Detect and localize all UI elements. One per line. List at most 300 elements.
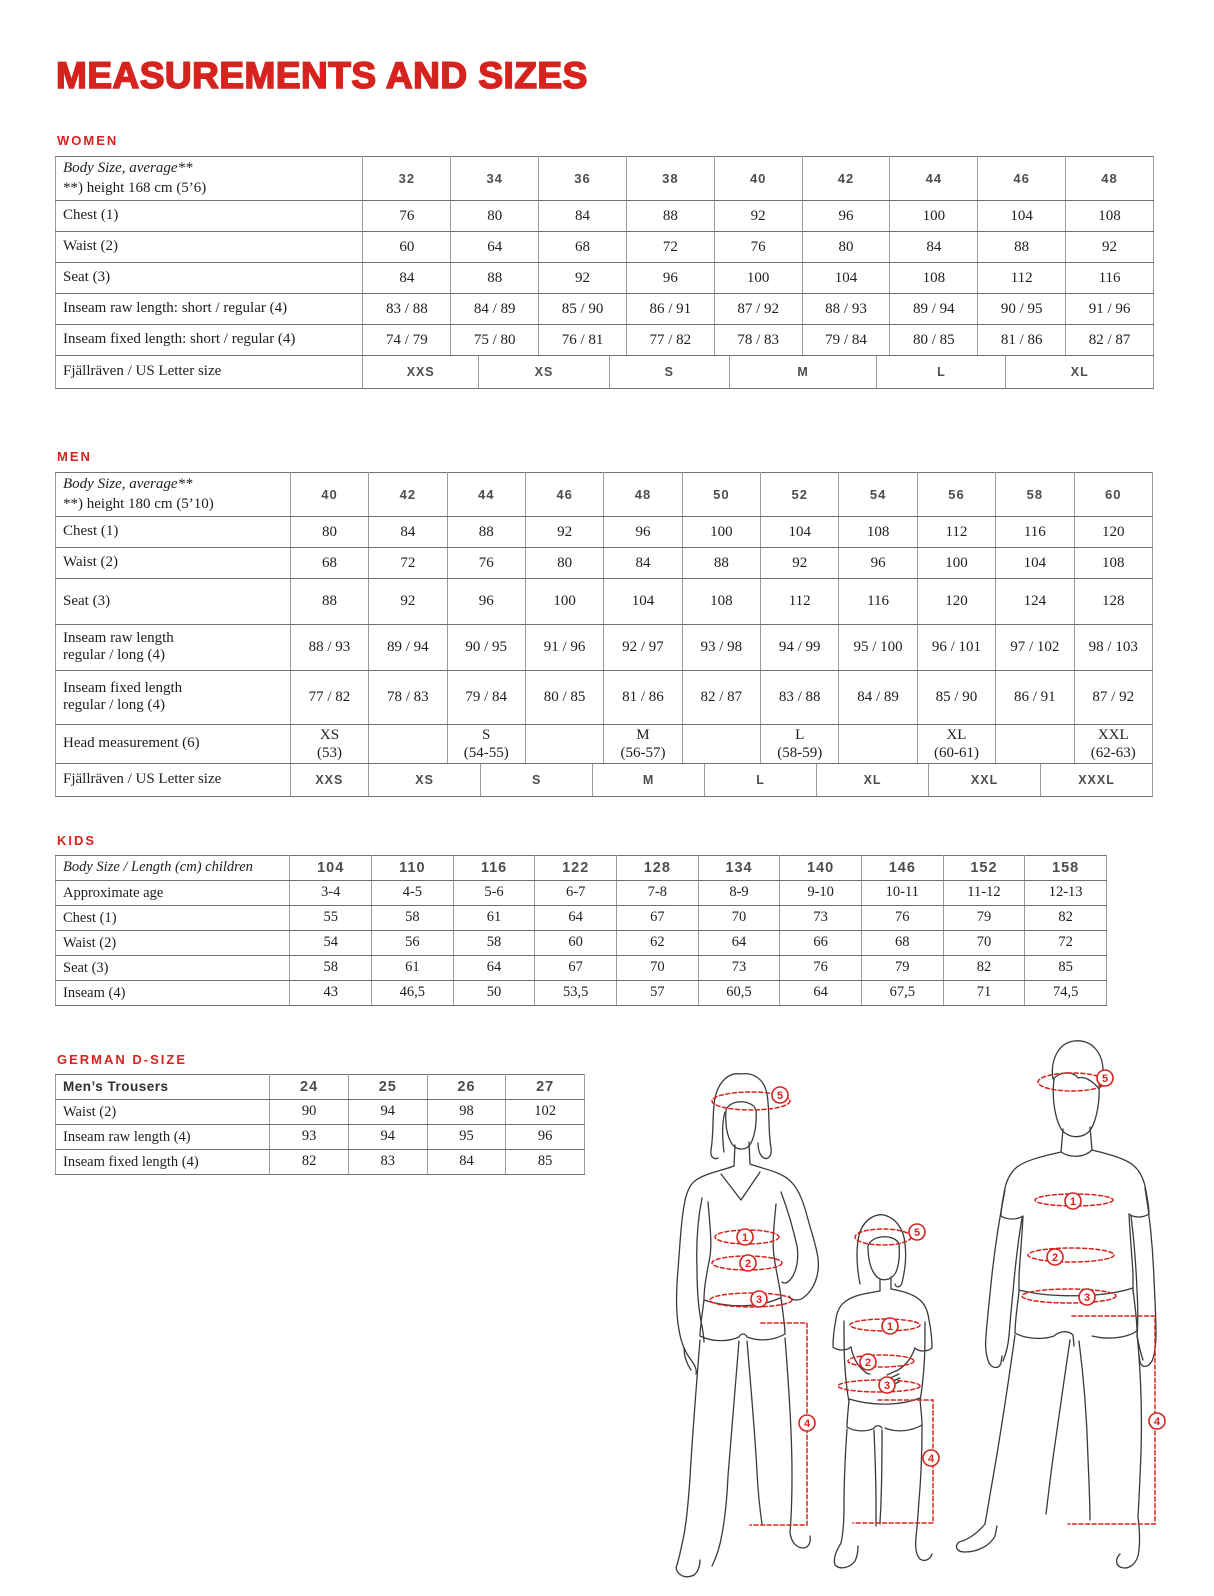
value-cell: 77 / 82 [626, 324, 714, 355]
child-waist-measure-line [848, 1355, 914, 1367]
value-cell: 95 / 100 [839, 624, 917, 670]
value-cell: 96 [626, 262, 714, 293]
value-cell: 83 / 88 [761, 670, 839, 724]
letter-size-cell: XS [479, 356, 610, 388]
row-label: Inseam fixed length (4) [56, 1150, 270, 1175]
letter-size-cell: L [705, 764, 817, 796]
table-row [56, 547, 1153, 578]
row-label: Waist (2) [56, 931, 290, 956]
size-column-header: 27 [506, 1075, 585, 1100]
men-size-table [55, 472, 1153, 797]
value-cell: 72 [1025, 931, 1107, 956]
value-cell: 80 / 85 [525, 670, 603, 724]
value-cell: 72 [626, 231, 714, 262]
value-cell [525, 724, 603, 763]
value-cell: 88 [682, 547, 760, 578]
svg-text:3: 3 [1083, 1292, 1091, 1304]
value-cell: 87 / 92 [1074, 670, 1152, 724]
row-label: Inseam fixed length: short / regular (4) [56, 324, 363, 355]
value-cell: 92 [539, 262, 627, 293]
letter-size-cell: L [877, 356, 1006, 388]
value-cell: 89 / 94 [890, 293, 978, 324]
size-column-header: 48 [604, 473, 682, 517]
value-cell: 64 [698, 931, 780, 956]
value-cell: 64 [451, 231, 539, 262]
table-row [56, 1100, 585, 1125]
women-size-table [55, 156, 1154, 389]
letter-size-cell: XXXL [1078, 772, 1115, 787]
size-column-header: 56 [917, 473, 995, 517]
svg-text:5: 5 [776, 1090, 784, 1102]
value-cell: 94 [348, 1100, 427, 1125]
value-cell: 104 [802, 262, 890, 293]
value-cell: 80 [525, 547, 603, 578]
value-cell: 76 [447, 547, 525, 578]
value-cell: 112 [917, 516, 995, 547]
value-cell: 98 [427, 1100, 506, 1125]
value-cell: 82 / 87 [682, 670, 760, 724]
value-cell: 96 [506, 1125, 585, 1150]
value-cell: 70 [698, 906, 780, 931]
letter-size-cell: XL [1070, 364, 1089, 379]
woman-chest-callout [737, 1229, 753, 1245]
man-waist-callout [1047, 1249, 1063, 1265]
letter-size-cell: M [730, 356, 878, 388]
value-cell: 76 [714, 231, 802, 262]
man-inseam-callout [1149, 1413, 1165, 1429]
value-cell: 3-4 [290, 881, 372, 906]
row-label: Inseam (4) [56, 981, 290, 1006]
value-cell: 84 [427, 1150, 506, 1175]
value-cell: 86 / 91 [996, 670, 1074, 724]
value-cell: 100 [682, 516, 760, 547]
size-column-header: 58 [996, 473, 1074, 517]
size-column-header: 24 [270, 1075, 349, 1100]
size-column-header: 128 [617, 856, 699, 881]
size-column-header: 44 [447, 473, 525, 517]
value-cell: 94 / 99 [761, 624, 839, 670]
table-row [56, 200, 1154, 231]
man-chest-callout [1065, 1193, 1081, 1209]
svg-text:2: 2 [864, 1357, 872, 1369]
value-cell: 70 [617, 956, 699, 981]
value-cell: 4-5 [372, 881, 454, 906]
table-row [56, 906, 1107, 931]
value-cell: 88 [451, 262, 539, 293]
table-row [56, 293, 1154, 324]
size-column-header: 40 [714, 157, 802, 201]
value-cell: 91 / 96 [525, 624, 603, 670]
german-d-size-table [55, 1074, 585, 1175]
table-header-label: Body Size, average** **) height 180 cm (5’10) [56, 473, 291, 517]
svg-text:1: 1 [1069, 1196, 1077, 1208]
size-column-header: 140 [780, 856, 862, 881]
value-cell: 86 / 91 [626, 293, 714, 324]
table-row [56, 516, 1153, 547]
value-cell: 94 [348, 1125, 427, 1150]
table-row [56, 231, 1154, 262]
size-column-header: 48 [1066, 157, 1154, 201]
value-cell: 5-6 [453, 881, 535, 906]
value-cell: 100 [714, 262, 802, 293]
value-cell: 78 / 83 [714, 324, 802, 355]
woman-seat-callout [751, 1291, 767, 1307]
value-cell: 100 [917, 547, 995, 578]
svg-text:1: 1 [741, 1232, 749, 1244]
row-label: Seat (3) [56, 262, 363, 293]
section-label-men: MEN [57, 449, 92, 464]
table-row [56, 931, 1107, 956]
letter-row-cells [291, 764, 1152, 796]
value-cell: 112 [761, 578, 839, 624]
row-label: Seat (3) [56, 578, 291, 624]
row-label: Inseam fixed length regular / long (4) [56, 670, 291, 724]
size-column-header: 50 [682, 473, 760, 517]
woman-waist-callout [740, 1255, 756, 1271]
value-cell: 72 [369, 547, 447, 578]
svg-text:2: 2 [1051, 1252, 1059, 1264]
value-cell: 79 / 84 [802, 324, 890, 355]
svg-text:4: 4 [1153, 1416, 1161, 1428]
women-table [55, 156, 1154, 356]
size-column-header: 46 [978, 157, 1066, 201]
table-row [56, 324, 1154, 355]
value-cell: 84 [369, 516, 447, 547]
value-cell: 80 [451, 200, 539, 231]
value-cell: 70 [943, 931, 1025, 956]
woman-head-callout [772, 1087, 788, 1103]
size-column-header: 122 [535, 856, 617, 881]
letter-row-label: Fjällräven / US Letter size [56, 356, 363, 388]
value-cell: 8-9 [698, 881, 780, 906]
value-cell: 80 [802, 231, 890, 262]
men-table [55, 472, 1153, 764]
kids-table [55, 855, 1107, 1006]
man-waist-measure-line [1028, 1248, 1114, 1262]
svg-text:4: 4 [927, 1453, 935, 1465]
size-column-header: 38 [626, 157, 714, 201]
value-cell: 83 / 88 [363, 293, 451, 324]
value-cell: 120 [917, 578, 995, 624]
table-row [56, 578, 1153, 624]
value-cell: 55 [290, 906, 372, 931]
letter-size-cell: XL [817, 764, 929, 796]
value-cell: 64 [453, 956, 535, 981]
size-column-header: 26 [427, 1075, 506, 1100]
man-figure [957, 1041, 1165, 1568]
svg-text:5: 5 [913, 1227, 921, 1239]
value-cell: 67 [617, 906, 699, 931]
value-cell: 66 [780, 931, 862, 956]
value-cell: S (54-55) [447, 724, 525, 763]
value-cell: 120 [1074, 516, 1152, 547]
size-column-header: 152 [943, 856, 1025, 881]
value-cell: 98 / 103 [1074, 624, 1152, 670]
value-cell: 61 [372, 956, 454, 981]
table-header-label: Body Size / Length (cm) children [56, 856, 290, 881]
table-header-label: Men’s Trousers [56, 1075, 270, 1100]
child-inseam-callout [923, 1450, 939, 1466]
value-cell: 93 / 98 [682, 624, 760, 670]
child-head-callout [909, 1224, 925, 1240]
value-cell: 96 [802, 200, 890, 231]
value-cell: 112 [978, 262, 1066, 293]
value-cell: 84 / 89 [839, 670, 917, 724]
size-column-header: 54 [839, 473, 917, 517]
woman-inseam-callout [799, 1415, 815, 1431]
table-row [56, 981, 1107, 1006]
value-cell: 82 / 87 [1066, 324, 1154, 355]
value-cell: 87 / 92 [714, 293, 802, 324]
value-cell [839, 724, 917, 763]
value-cell: 76 [780, 956, 862, 981]
letter-row-cells [363, 356, 1153, 388]
value-cell: 96 [447, 578, 525, 624]
size-column-header: 46 [525, 473, 603, 517]
section-label-kids: KIDS [57, 833, 97, 848]
value-cell: 58 [290, 956, 372, 981]
size-column-header: 32 [363, 157, 451, 201]
table-row [56, 624, 1153, 670]
value-cell: 62 [617, 931, 699, 956]
value-cell: 88 [447, 516, 525, 547]
value-cell: 43 [290, 981, 372, 1006]
value-cell: 58 [453, 931, 535, 956]
man-head-callout [1097, 1070, 1113, 1086]
value-cell: 61 [453, 906, 535, 931]
table-row [56, 881, 1107, 906]
value-cell: 88 [290, 578, 368, 624]
value-cell: 116 [996, 516, 1074, 547]
value-cell: 85 / 90 [539, 293, 627, 324]
value-cell: 80 / 85 [890, 324, 978, 355]
value-cell: 90 / 95 [978, 293, 1066, 324]
value-cell: 64 [780, 981, 862, 1006]
value-cell: 108 [890, 262, 978, 293]
value-cell: 97 / 102 [996, 624, 1074, 670]
letter-size-cell: M [593, 764, 705, 796]
size-column-header: 42 [802, 157, 890, 201]
value-cell: 104 [978, 200, 1066, 231]
value-cell: 82 [270, 1150, 349, 1175]
size-column-header: 116 [453, 856, 535, 881]
value-cell: 88 [978, 231, 1066, 262]
letter-size-cell: XXS [363, 356, 479, 388]
value-cell: 92 [369, 578, 447, 624]
size-column-header: 52 [761, 473, 839, 517]
value-cell: 90 / 95 [447, 624, 525, 670]
kids-size-table [55, 855, 1107, 1006]
size-column-header: 158 [1025, 856, 1107, 881]
letter-size-cell: XXS [291, 764, 370, 796]
value-cell: 116 [839, 578, 917, 624]
row-label: Approximate age [56, 881, 290, 906]
value-cell: 67 [535, 956, 617, 981]
value-cell: 91 / 96 [1066, 293, 1154, 324]
svg-text:1: 1 [886, 1321, 894, 1333]
row-label: Chest (1) [56, 516, 291, 547]
svg-text:4: 4 [803, 1418, 811, 1430]
row-label: Inseam raw length regular / long (4) [56, 624, 291, 670]
size-column-header: 134 [698, 856, 780, 881]
value-cell: L (58-59) [761, 724, 839, 763]
value-cell: 104 [761, 516, 839, 547]
row-label: Inseam raw length (4) [56, 1125, 270, 1150]
value-cell: 78 / 83 [369, 670, 447, 724]
man-head-measure-line [1038, 1073, 1109, 1091]
value-cell: M (56-57) [604, 724, 682, 763]
value-cell: 108 [1066, 200, 1154, 231]
page-title: MEASUREMENTS AND SIZES [56, 55, 588, 96]
woman-figure [676, 1074, 818, 1577]
value-cell: 92 [525, 516, 603, 547]
value-cell: 92 / 97 [604, 624, 682, 670]
measurement-figures-illustration [640, 1030, 1200, 1596]
german-table [55, 1074, 585, 1175]
value-cell: 10-11 [861, 881, 943, 906]
svg-text:3: 3 [883, 1380, 891, 1392]
value-cell: 81 / 86 [604, 670, 682, 724]
value-cell: 71 [943, 981, 1025, 1006]
value-cell: 11-12 [943, 881, 1025, 906]
value-cell: 83 [348, 1150, 427, 1175]
men-letter-size-row [55, 764, 1153, 797]
size-column-header: 34 [451, 157, 539, 201]
value-cell: 90 [270, 1100, 349, 1125]
value-cell: 92 [714, 200, 802, 231]
value-cell: 74,5 [1025, 981, 1107, 1006]
svg-text:2: 2 [744, 1258, 752, 1270]
letter-size-cell: S [610, 356, 730, 388]
value-cell: 100 [890, 200, 978, 231]
value-cell: 82 [943, 956, 1025, 981]
value-cell: 12-13 [1025, 881, 1107, 906]
size-column-header: 40 [290, 473, 368, 517]
section-label-women: WOMEN [57, 133, 119, 148]
size-column-header: 110 [372, 856, 454, 881]
value-cell: 96 [604, 516, 682, 547]
value-cell: 128 [1074, 578, 1152, 624]
value-cell: 104 [996, 547, 1074, 578]
svg-text:3: 3 [755, 1294, 763, 1306]
value-cell: 68 [290, 547, 368, 578]
value-cell: 6-7 [535, 881, 617, 906]
svg-text:5: 5 [1101, 1073, 1109, 1085]
value-cell: 77 / 82 [290, 670, 368, 724]
value-cell: 54 [290, 931, 372, 956]
value-cell: 89 / 94 [369, 624, 447, 670]
value-cell: 82 [1025, 906, 1107, 931]
value-cell: 104 [604, 578, 682, 624]
size-column-header: 36 [539, 157, 627, 201]
value-cell: 9-10 [780, 881, 862, 906]
value-cell: 76 / 81 [539, 324, 627, 355]
value-cell [996, 724, 1074, 763]
value-cell: 88 [626, 200, 714, 231]
value-cell: 60 [363, 231, 451, 262]
letter-row-label: Fjällräven / US Letter size [56, 764, 291, 796]
value-cell: 108 [1074, 547, 1152, 578]
row-label: Inseam raw length: short / regular (4) [56, 293, 363, 324]
value-cell: 53,5 [535, 981, 617, 1006]
value-cell: 79 [943, 906, 1025, 931]
value-cell: XL (60-61) [917, 724, 995, 763]
size-column-header: 25 [348, 1075, 427, 1100]
value-cell: 57 [617, 981, 699, 1006]
value-cell: 64 [535, 906, 617, 931]
value-cell: 100 [525, 578, 603, 624]
row-label: Head measurement (6) [56, 724, 291, 763]
value-cell: 96 [839, 547, 917, 578]
value-cell: 76 [363, 200, 451, 231]
value-cell: 84 [604, 547, 682, 578]
value-cell: 95 [427, 1125, 506, 1150]
size-column-header: 44 [890, 157, 978, 201]
letter-size-cell: XS [369, 764, 481, 796]
value-cell: 67,5 [861, 981, 943, 1006]
size-column-header: 42 [369, 473, 447, 517]
row-label: Chest (1) [56, 200, 363, 231]
value-cell: 85 [1025, 956, 1107, 981]
value-cell: 92 [1066, 231, 1154, 262]
letter-size-cell: S [481, 764, 593, 796]
value-cell: 76 [861, 906, 943, 931]
table-row [56, 956, 1107, 981]
child-chest-callout [882, 1318, 898, 1334]
table-row [56, 262, 1154, 293]
value-cell: 73 [780, 906, 862, 931]
value-cell: 85 / 90 [917, 670, 995, 724]
value-cell: 79 [861, 956, 943, 981]
value-cell: 108 [682, 578, 760, 624]
value-cell: 68 [539, 231, 627, 262]
size-column-header: 104 [290, 856, 372, 881]
value-cell [682, 724, 760, 763]
row-label: Waist (2) [56, 1100, 270, 1125]
child-figure [833, 1215, 939, 1568]
value-cell: 50 [453, 981, 535, 1006]
value-cell: 93 [270, 1125, 349, 1150]
value-cell: 84 / 89 [451, 293, 539, 324]
value-cell: XS (53) [290, 724, 368, 763]
row-label: Chest (1) [56, 906, 290, 931]
value-cell: 108 [839, 516, 917, 547]
value-cell: 79 / 84 [447, 670, 525, 724]
value-cell [369, 724, 447, 763]
row-label: Waist (2) [56, 231, 363, 262]
value-cell: 84 [890, 231, 978, 262]
value-cell: 85 [506, 1150, 585, 1175]
table-header-label: Body Size, average** **) height 168 cm (5’6) [56, 157, 363, 201]
value-cell: 124 [996, 578, 1074, 624]
value-cell: 74 / 79 [363, 324, 451, 355]
value-cell: 116 [1066, 262, 1154, 293]
row-label: Waist (2) [56, 547, 291, 578]
size-column-header: 60 [1074, 473, 1152, 517]
value-cell: 80 [290, 516, 368, 547]
table-row [56, 1150, 585, 1175]
value-cell: XXL (62-63) [1074, 724, 1152, 763]
table-row [56, 724, 1153, 763]
value-cell: 88 / 93 [802, 293, 890, 324]
value-cell: 84 [539, 200, 627, 231]
value-cell: 75 / 80 [451, 324, 539, 355]
size-column-header: 146 [861, 856, 943, 881]
value-cell: 46,5 [372, 981, 454, 1006]
value-cell: 60 [535, 931, 617, 956]
letter-size-cell: XXL [929, 764, 1041, 796]
child-seat-callout [879, 1377, 895, 1393]
